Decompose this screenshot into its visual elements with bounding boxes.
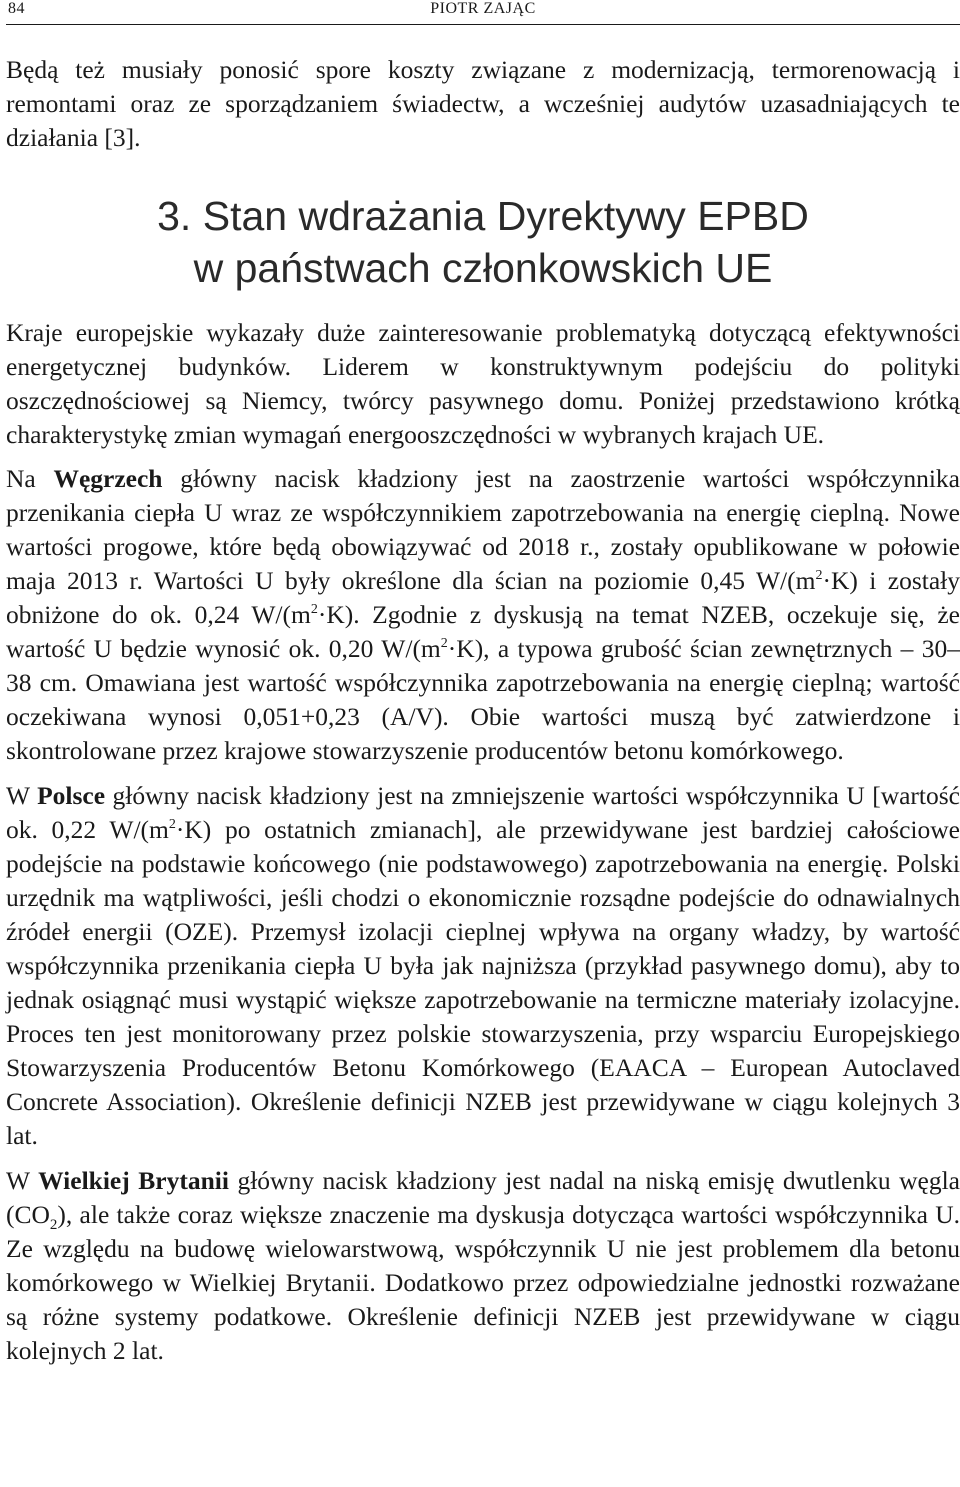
running-head	[6, 0, 960, 28]
poland-text-2: ·K) po ostatnich zmianach], ale przewidywane jest bardziej całościowe podejście na podstawie końcowego (nie podstawowego) zapotrzebowania na energię. Polski urzędnik ma wątpliwości, jeśli chodzi o ekonomicznie rozsądne podejście do odnawialnych źródeł energii (OZE). Przemysł izolacji cieplnej wpływa na organy władzy, by wartość współczynnika przenikania ciepła U była jak najniższa (przykład pasywnego domu), aby to jednak osiągnąć musi wystąpić większe zapotrzebowanie na termiczne materiały izolacyjne. Proces ten jest monitorowany przez polskie stowarzyszenia, przy wsparciu Europejskiego Stowarzyszenia Producentów Betonu Komórkowego (EAACA – European Autoclaved Concrete Association). Określenie definicji NZEB jest przewidywane w ciągu kolejnych 3 lat.	[6, 815, 960, 1150]
section-heading-line-1	[6, 190, 960, 242]
country-name-hungary: Węgrzech	[53, 464, 163, 493]
poland-paragraph	[6, 779, 960, 1153]
superscript: 2	[440, 636, 448, 651]
document-page	[6, 0, 960, 1368]
uk-text-2: ), ale także coraz większe znaczenie ma dyskusja dotycząca wartości współczynnika U. Ze względu na budowę wielowarstwową, współczynnik U nie jest problemem dla betonu komórkowego w Wielkiej Brytanii. Dodatkowo przez odpowiedzialne jednostki rozważane są różne systemy podatkowe. Określenie definicji NZEB jest przewidywane w ciągu kolejnych 2 lat.	[6, 1200, 960, 1365]
hungary-text-3: ·K). Zgodnie z dyskusją na temat NZEB, oczekuje się, że wartość U będzie wynosić ok. 0,20 W/(m	[6, 600, 960, 663]
section-title-line-1: Stan wdrażania Dyrektywy EPBD	[202, 193, 809, 239]
hungary-text-2: ·K) i zostały obniżone do ok. 0,24 W/(m	[6, 566, 960, 629]
running-title: PIOTR ZAJĄC	[430, 0, 536, 17]
hungary-text-1: główny nacisk kładziony jest na zaostrzenie wartości współczynnika przenikania ciepła U wraz ze współczynnikiem zapotrzebowania na energię cieplną. Nowe wartości progowe, które będą obowiązywać od 2018 r., zostały opublikowane w połowie maja 2013 r. Wartości U były określone dla ścian na poziomie 0,45 W/(m	[6, 464, 960, 595]
intro-paragraph: Będą też musiały ponosić spore koszty związane z modernizacją, termorenowacją i remontami oraz ze sporządzaniem świadectw, a wcześniej audytów uzasadniających te działania [3].	[6, 55, 960, 152]
uk-text-1: główny nacisk kładziony jest nadal na niską emisję dwutlenku węgla (CO	[6, 1166, 960, 1229]
section-number: 3.	[157, 193, 192, 239]
country-name-poland: Polsce	[37, 781, 106, 810]
superscript: 2	[310, 602, 318, 617]
header-rule	[6, 24, 960, 25]
superscript: 2	[815, 568, 823, 583]
poland-lead: W	[6, 781, 38, 810]
section-heading	[6, 190, 960, 294]
hungary-paragraph	[6, 462, 960, 768]
uk-paragraph	[6, 1164, 960, 1368]
poland-text-1: główny nacisk kładziony jest na zmniejszenie wartości współczynnika U [wartość ok. 0,22 W/(m	[6, 781, 960, 844]
superscript: 2	[168, 817, 176, 832]
country-name-uk: Wielkiej Brytanii	[38, 1166, 229, 1195]
hungary-text-4: ·K), a typowa grubość ścian zewnętrznych – 30–38 cm. Omawiana jest wartość współczynnika zapotrzebowania na energię cieplną; wartość oczekiwana wynosi 0,051+0,23 (A/V). Obie wartości muszą być zatwierdzone i skontrolowane przez krajowe stowarzyszenie producentów betonu komórkowego.	[6, 634, 960, 765]
hungary-lead: Na	[6, 464, 54, 493]
uk-lead: W	[6, 1166, 39, 1195]
section-title-line-2: w państwach członkowskich UE	[193, 245, 773, 291]
subscript: 2	[49, 1217, 58, 1233]
page-number: 84	[8, 0, 25, 17]
overview-paragraph: Kraje europejskie wykazały duże zainteresowanie problematyką dotyczącą efektywności energetycznej budynków. Liderem w konstruktywnym podejściu do polityki oszczędnościowej są Niemcy, twórcy pasywnego domu. Poniżej przedstawiono krótką charakterystykę zmian wymagań energooszczędności w wybranych krajach UE.	[6, 318, 960, 449]
